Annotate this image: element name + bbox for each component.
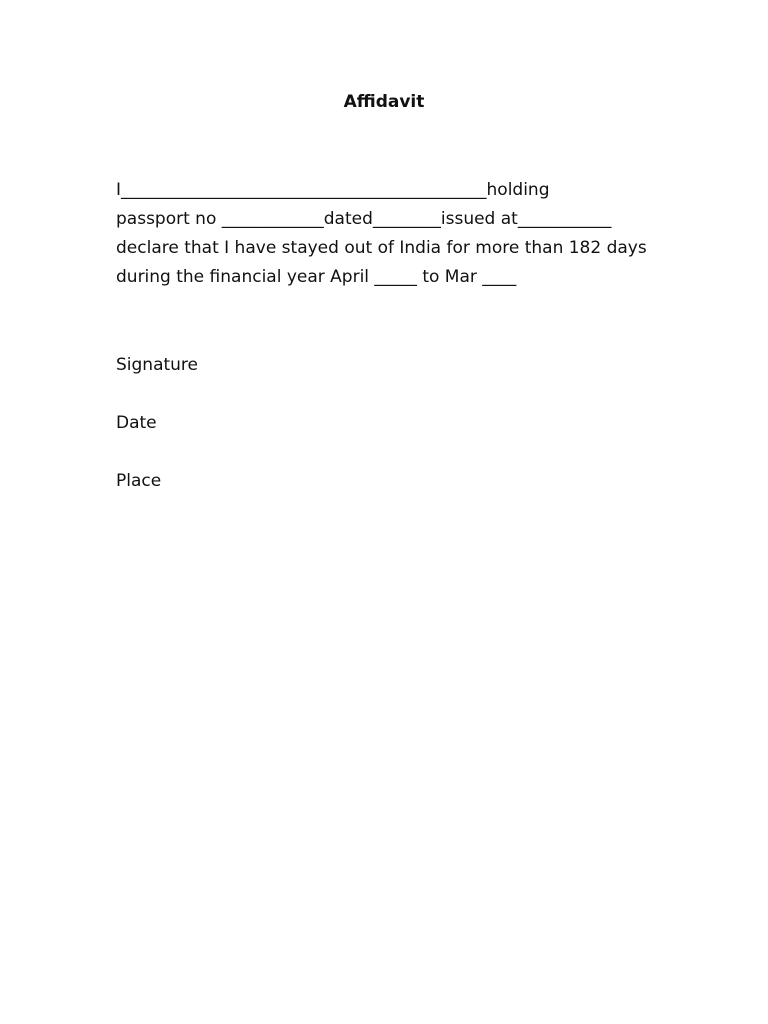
declaration-line-1: I___________________________________________holding — [116, 180, 550, 200]
signature-label: Signature — [116, 355, 199, 375]
document-title: Affidavit — [343, 92, 425, 112]
date-label: Date — [116, 413, 157, 433]
declaration-line-3: declare that I have stayed out of India for more than 182 days — [116, 238, 647, 258]
declaration-line-4: during the financial year April _____ to Mar ____ — [116, 267, 517, 287]
place-label: Place — [116, 471, 162, 491]
declaration-line-2: passport no ____________dated________issued at___________ — [116, 209, 612, 229]
